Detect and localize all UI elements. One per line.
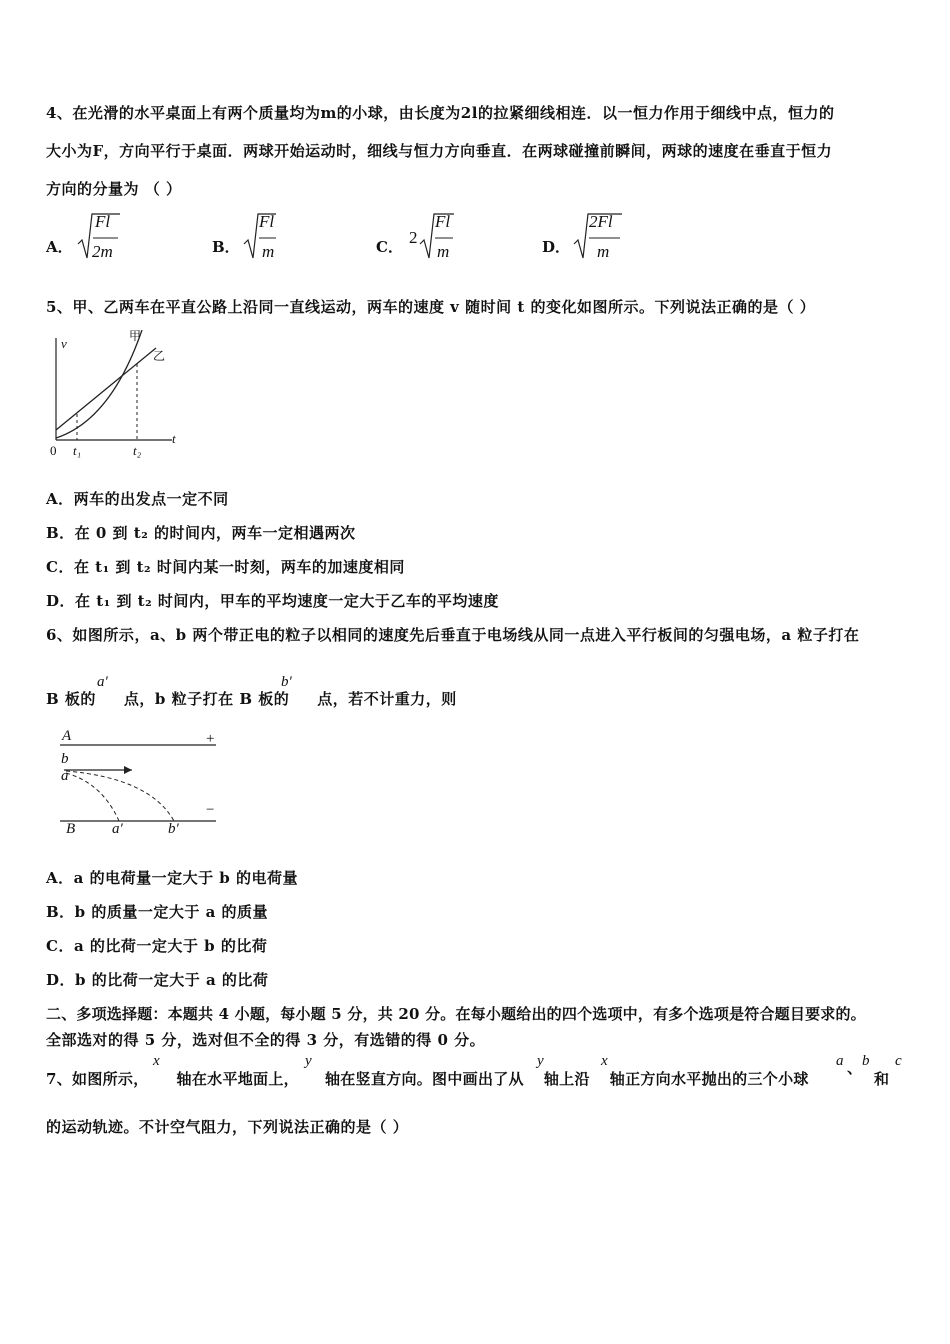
fraction-numerator: 2Fl [589,212,613,231]
q7-text-part2: 轴在水平地面上， [176,1070,299,1088]
origin-label: 0 [50,443,57,458]
option-label: A． [46,238,73,256]
plate-a-label: A [62,728,72,744]
q6-stem-line2 [46,688,457,709]
q6-option-a[interactable]: A．a 的电荷量一定大于 b 的电荷量 [46,869,299,887]
y-axis-symbol-1: y [305,1053,312,1069]
q5-stem: 5、甲、乙两车在平直公路上沿同一直线运动，两车的速度 v 随时间 t 的变化如图所示。下列说法正确的是（ ） [46,298,816,316]
q7-text-part1: 7、如图所示， [46,1070,149,1088]
coefficient: 2 [409,228,418,247]
fraction-numerator: Fl [259,212,275,231]
section2-header-line1: 二、多项选择题：本题共 4 小题，每小题 5 分，共 20 分。在每小题给出的四个选项中，有多个选项是符合题目要求的。 [46,1005,866,1023]
fraction-denominator: m [262,242,275,261]
q4-stem-line3: 方向的分量为 （ ） [46,180,182,198]
curve-jia [56,330,142,438]
fraction-denominator: 2m [92,242,113,261]
q6-text-part2: 点，b 粒子打在 B 板的 [123,690,290,708]
fraction-numerator: Fl [435,212,451,231]
q7-text-part6: 和 [874,1070,890,1088]
fraction-denominator: m [597,242,610,261]
jia-label: 甲 [129,329,142,343]
plus-sign: + [206,731,215,747]
q6-option-c[interactable]: C．a 的比荷一定大于 b 的比荷 [46,937,268,955]
minus-sign: − [206,802,215,818]
b-particle-label: b [61,751,69,767]
b-prime-symbol: b' [281,674,292,690]
ball-c-symbol: c [895,1053,902,1069]
x-axis-symbol-2: x [601,1053,608,1069]
b-prime-point-label: b′ [168,821,179,837]
t2-label: t₂ [133,443,142,458]
a-prime-symbol: a' [97,674,108,690]
q7-text-part4: 轴上沿 [543,1070,590,1088]
t1-label: t₁ [73,443,82,458]
trajectory-b [66,771,174,821]
q7-stem-line1 [46,1068,809,1089]
plate-b-label: B [66,821,76,837]
t-axis-label: t [172,431,176,446]
x-axis-symbol-1: x [153,1053,160,1069]
q6-option-d[interactable]: D．b 的比荷一定大于 a 的比荷 [46,971,269,989]
q5-option-b[interactable]: B．在 0 到 t₂ 的时间内，两车一定相遇两次 [46,524,356,542]
q5-option-a[interactable]: A．两车的出发点一定不同 [46,490,229,508]
y-axis-symbol-2: y [537,1053,544,1069]
line-yi [56,348,156,430]
option-label: D． [542,238,571,256]
q6-option-b[interactable]: B．b 的质量一定大于 a 的质量 [46,903,269,921]
a-particle-label: a [61,768,69,784]
ball-b-symbol: b [862,1053,870,1069]
q5-option-c[interactable]: C．在 t₁ 到 t₂ 时间内某一时刻，两车的加速度相同 [46,558,405,576]
option-label: C． [376,238,403,256]
q6-text-part1: B 板的 [46,690,96,708]
fraction-numerator: Fl [95,212,111,231]
q4-stem-line1: 4、在光滑的水平桌面上有两个质量均为m的小球，由长度为2l的拉紧细线相连．以一恒力作用于细线中点，恒力的 [46,104,835,122]
q7-stem-line2: 的运动轨迹。不计空气阻力，下列说法正确的是（ ） [46,1118,409,1136]
separator: 、 [847,1059,863,1077]
a-prime-point-label: a′ [112,821,123,837]
q7-text-part3: 轴在竖直方向。图中画出了从 [324,1070,524,1088]
trajectory-a [66,773,119,821]
q6-capacitor-figure [50,728,230,843]
section2-header-line2: 全部选对的得 5 分，选对但不全的得 3 分，有选错的得 0 分。 [46,1031,486,1049]
q6-text-part3: 点，若不计重力，则 [317,690,457,708]
yi-label: 乙 [153,349,166,363]
ball-a-symbol: a [836,1053,844,1069]
v-axis-label: v [61,336,67,351]
option-label: B． [212,238,240,256]
q7-text-part5: 轴正方向水平抛出的三个小球 [609,1070,809,1088]
q4-stem-line2: 大小为F，方向平行于桌面．两球开始运动时，细线与恒力方向垂直．在两球碰撞前瞬间，两球的速度在垂直于恒力 [46,142,833,160]
q6-stem-line1: 6、如图所示，a、b 两个带正电的粒子以相同的速度先后垂直于电场线从同一点进入平行板间的匀强电场，a 粒子打在 [46,626,860,644]
fraction-denominator: m [437,242,450,261]
q5-option-d[interactable]: D．在 t₁ 到 t₂ 时间内，甲车的平均速度一定大于乙车的平均速度 [46,592,499,610]
